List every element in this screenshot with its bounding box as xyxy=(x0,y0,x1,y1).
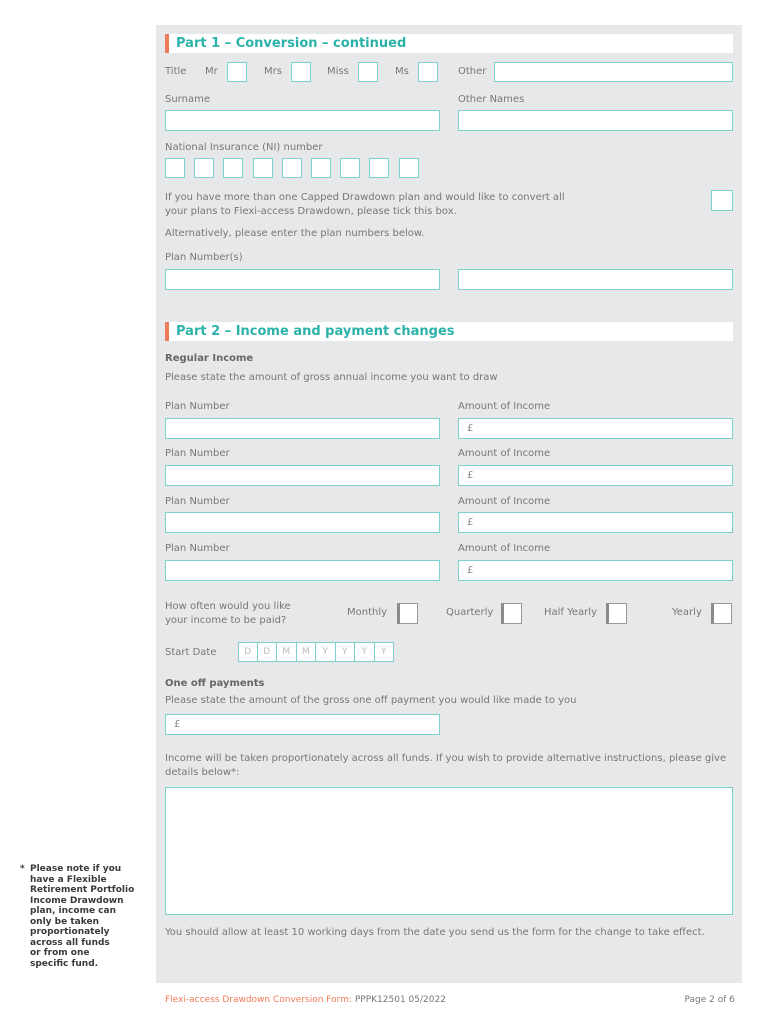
income-plan-number-2[interactable] xyxy=(165,465,440,486)
side-note-line: or from one xyxy=(30,948,90,958)
frequency-question-line1: How often would you like xyxy=(165,601,291,612)
income-amount-4[interactable]: £ xyxy=(458,560,733,581)
ni-digit-1[interactable] xyxy=(165,158,185,178)
plan-number-label: Plan Number xyxy=(165,496,230,507)
alternative-instructions-textarea[interactable] xyxy=(165,787,733,915)
side-note-line: Retirement Portfolio xyxy=(30,885,135,895)
surname-label: Surname xyxy=(165,94,210,105)
side-note-line: Income Drawdown xyxy=(30,895,124,906)
income-plan-number-1[interactable] xyxy=(165,418,440,439)
allow-days-text: You should allow at least 10 working days from the date you send us the form for the change to take effect. xyxy=(165,927,705,938)
title-mrs-checkbox[interactable] xyxy=(291,62,311,82)
monthly-label: Monthly xyxy=(347,607,388,618)
side-note-line: across all funds xyxy=(30,937,110,948)
yearly-checkbox[interactable] xyxy=(711,603,732,624)
side-note-line: proportionately xyxy=(30,927,110,937)
income-amount-3[interactable]: £ xyxy=(458,512,733,533)
side-note-line: have a Flexible xyxy=(30,874,107,885)
capped-text-line2: your plans to Flexi-access Drawdown, please tick this box. xyxy=(165,206,457,217)
income-amount-2[interactable]: £ xyxy=(458,465,733,486)
title-mrs-label: Mrs xyxy=(264,66,282,77)
footer-form-title: Flexi-access Drawdown Conversion Form: xyxy=(165,995,352,1005)
other-title-field[interactable] xyxy=(494,62,733,82)
ni-digit-6[interactable] xyxy=(311,158,331,178)
monthly-checkbox[interactable] xyxy=(397,603,418,624)
ni-digit-5[interactable] xyxy=(282,158,302,178)
footer-form-name xyxy=(165,995,446,1005)
surname-field[interactable] xyxy=(165,110,440,131)
start-date-month-1[interactable]: M xyxy=(277,642,297,662)
title-mr-label: Mr xyxy=(205,66,218,77)
start-date-year-2[interactable]: Y xyxy=(336,642,356,662)
ni-digit-8[interactable] xyxy=(369,158,389,178)
start-date-month-2[interactable]: M xyxy=(297,642,317,662)
part2-header: Part 2 – Income and payment changes xyxy=(165,322,733,341)
ni-digit-9[interactable] xyxy=(399,158,419,178)
proportion-text-line2: details below*: xyxy=(165,767,240,778)
side-note xyxy=(20,864,145,969)
amount-label: Amount of Income xyxy=(458,448,551,459)
start-date-year-3[interactable]: Y xyxy=(355,642,375,662)
convert-all-checkbox[interactable] xyxy=(711,190,733,211)
quarterly-label: Quarterly xyxy=(446,607,494,618)
ni-digit-3[interactable] xyxy=(223,158,243,178)
side-note-line: only be taken xyxy=(30,916,99,927)
side-note-line: specific fund. xyxy=(30,958,99,969)
income-plan-number-4[interactable] xyxy=(165,560,440,581)
plan-number-field-1[interactable] xyxy=(165,269,440,290)
title-ms-label: Ms xyxy=(395,66,409,77)
regular-income-desc: Please state the amount of gross annual income you want to draw xyxy=(165,372,498,383)
ni-digit-7[interactable] xyxy=(340,158,360,178)
alternatively-text: Alternatively, please enter the plan numbers below. xyxy=(165,228,425,239)
side-note-star: * xyxy=(20,864,25,874)
plan-numbers-label: Plan Number(s) xyxy=(165,252,243,263)
half-yearly-label: Half Yearly xyxy=(544,607,597,618)
side-note-line: Please note if you xyxy=(30,864,122,874)
amount-label: Amount of Income xyxy=(458,401,551,412)
title-ms-checkbox[interactable] xyxy=(418,62,438,82)
footer-page-number: Page 2 of 6 xyxy=(684,995,735,1005)
half-yearly-checkbox[interactable] xyxy=(606,603,627,624)
amount-label: Amount of Income xyxy=(458,543,551,554)
title-mr-checkbox[interactable] xyxy=(227,62,247,82)
income-amount-1[interactable]: £ xyxy=(458,418,733,439)
part1-header: Part 1 – Conversion – continued xyxy=(165,34,733,53)
start-date-label: Start Date xyxy=(165,647,217,658)
yearly-label: Yearly xyxy=(672,607,702,618)
start-date-field xyxy=(238,642,394,662)
start-date-year-1[interactable]: Y xyxy=(316,642,336,662)
start-date-year-4[interactable]: Y xyxy=(375,642,395,662)
title-miss-label: Miss xyxy=(327,66,349,77)
ni-digit-4[interactable] xyxy=(253,158,273,178)
other-title-label: Other xyxy=(458,66,487,77)
frequency-question-line2: your income to be paid? xyxy=(165,615,287,626)
footer-form-code: PPPK12501 05/2022 xyxy=(354,995,446,1005)
one-off-desc: Please state the amount of the gross one off payment you would like made to you xyxy=(165,695,577,706)
proportion-text-line1: Income will be taken proportionately across all funds. If you wish to provide alternative instructions, please give xyxy=(165,753,727,764)
plan-number-label: Plan Number xyxy=(165,448,230,459)
capped-text-line1: If you have more than one Capped Drawdown plan and would like to convert all xyxy=(165,192,565,203)
start-date-day-2[interactable]: D xyxy=(258,642,278,662)
amount-label: Amount of Income xyxy=(458,496,551,507)
quarterly-checkbox[interactable] xyxy=(501,603,522,624)
start-date-day-1[interactable]: D xyxy=(238,642,258,662)
plan-number-field-2[interactable] xyxy=(458,269,733,290)
ni-digit-2[interactable] xyxy=(194,158,214,178)
one-off-title: One off payments xyxy=(165,678,265,689)
plan-number-label: Plan Number xyxy=(165,401,230,412)
side-note-line: plan, income can xyxy=(30,906,117,916)
income-plan-number-3[interactable] xyxy=(165,512,440,533)
title-miss-checkbox[interactable] xyxy=(358,62,378,82)
regular-income-title: Regular Income xyxy=(165,353,254,364)
ni-label: National Insurance (NI) number xyxy=(165,142,323,153)
other-names-field[interactable] xyxy=(458,110,733,131)
title-label: Title xyxy=(165,66,187,77)
other-names-label: Other Names xyxy=(458,94,525,105)
plan-number-label: Plan Number xyxy=(165,543,230,554)
one-off-amount-field[interactable]: £ xyxy=(165,714,440,735)
